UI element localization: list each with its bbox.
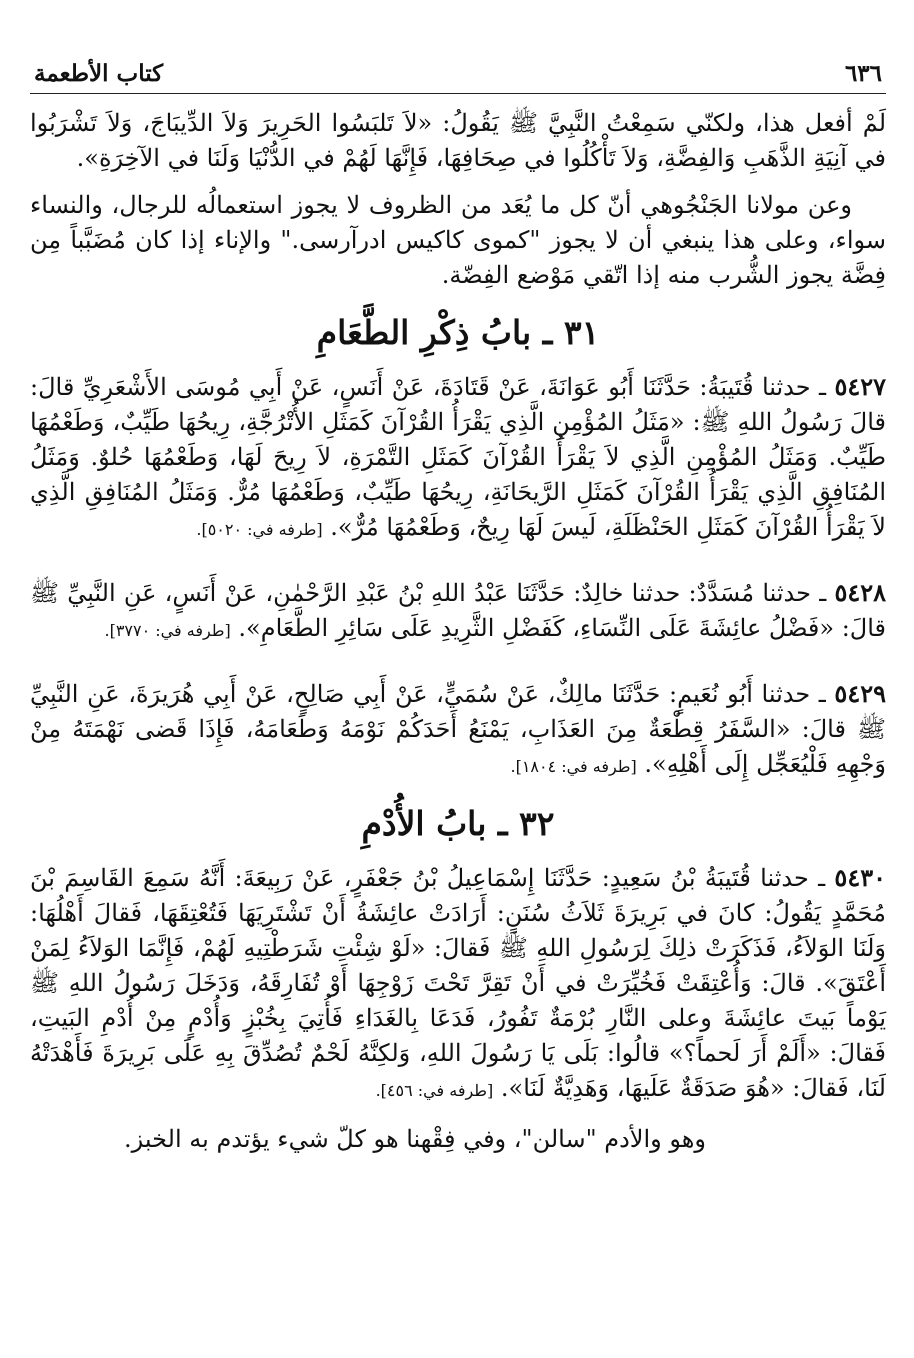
hadith-text: ـ حدثنا مُسَدَّدٌ: حدثنا خالِدٌ: حَدَّثَنَا عَبْدُ اللهِ بْنُ عَبْدِ الرَّحْمٰنِ، عَنْ أَنَسٍ، عَنِ النَّبِيِّ ﷺ قالَ: «فَضْلُ عائِشَةَ عَلَى النِّسَاءِ، كَفَضْلِ الثَّرِيدِ عَلَى سَائِرِ الطَّعَامِ».	[30, 579, 886, 642]
cross-reference: [طرفه في: ١٨٠٤].	[510, 757, 637, 776]
hadith-number: ٥٤٢٩	[834, 679, 886, 708]
hadith-text: ـ حدثنا أَبُو نُعَيمٍ: حَدَّثَنَا مالِكٌ، عَنْ سُمَيٍّ، عَنْ أَبِي صَالِحٍ، عَنْ أَبِي هُرَيرَةَ، عَنِ النَّبِيِّ ﷺ قالَ: «السَّفَرُ قِطْعَةٌ مِنَ العَذَابِ، يَمْنَعُ أَحَدَكُمْ نَوْمَهُ وَطَعَامَهُ، فَإِذَا قَضى نَهْمَتَهُ مِنْ وَجْهِهِ فَلْيُعَجِّل إِلَى أَهْلِهِ».	[30, 680, 886, 778]
running-header	[30, 60, 886, 94]
hadith-text: ـ حدثنا قُتَيبَةُ: حَدَّثَنَا أَبُو عَوَانَةَ، عَنْ قَتَادَةَ، عَنْ أَنَسٍ، عَنْ أَبِي مُوسَى الأَشْعَرِيِّ قالَ: قالَ رَسُولُ اللهِ ﷺ: «مَثَلُ المُؤْمِنِ الَّذِي يَقْرَأُ القُرْآنَ كَمَثَلِ الأُتْرُجَّةِ، رِيحُهَا طَيِّبٌ، وَطَعْمُهَا طَيِّبٌ. وَمَثَلُ المُؤْمِنِ الَّذِي لاَ يَقْرَأُ القُرْآنَ كَمَثَلِ التَّمْرَةِ، لاَ رِيحَ لَهَا، وَطَعْمُهَا حُلوٌ. وَمَثَلُ المُنَافِقِ الَّذِي يَقْرَأُ القُرْآنَ كَمَثَلِ الرَّيحَانَةِ، رِيحُهَا طَيِّبٌ، وَطَعْمُهَا مُرٌّ. وَمَثَلُ المُنَافِقِ الَّذِي لاَ يَقْرَأُ القُرْآنَ كَمَثَلِ الحَنْظَلَةِ، لَيسَ لَهَا رِيحٌ، وَطَعْمُهَا مُرٌّ».	[30, 373, 886, 541]
chapter-heading-31: ٣١ ـ بابُ ذِكْرِ الطَّعَامِ	[316, 313, 600, 352]
hadith-text: ـ حدثنا قُتَيبَةُ بْنُ سَعِيدٍ: حَدَّثَنَا إِسْمَاعِيلُ بْنُ جَعْفَرٍ، عَنْ رَبِيعَةَ: أَنَّهُ سَمِعَ القَاسِمَ بْنَ مُحَمَّدٍ يَقُولُ: كانَ في بَرِيرَةَ ثَلاَثُ سُنَنٍ: أَرَادَتْ عائِشَةُ أَنْ تَشْتَرِيَهَا فَتُعْتِقَهَا، فَقالَ أَهْلُهَا: وَلَنَا الوَلاَءُ، فَذَكَرَتْ ذلِكَ لِرَسُولِ اللهِ ﷺ فَقالَ: «لَوْ شِئْتِ شَرَطْتِيهِ لَهُمْ، فَإِنَّمَا الوَلاَءُ لِمَنْ أَعْتَقَ». قالَ: وَأُعْتِقَتْ فَخُيِّرَتْ في أَنْ تَقِرَّ تَحْتَ زَوْجِهَا أَوْ تُفَارِقَهُ، وَدَخَلَ رَسُولُ اللهِ ﷺ يَوْماً بَيتَ عائِشَةَ وعلى النَّارِ بُرْمَةٌ تَفُورُ، فَدَعَا بِالغَدَاءِ فَأُتِيَ بِخُبْزٍ وَأُدْمٍ مِنْ أُدْمِ البَيتِ، فَقالَ: «أَلَمْ أَرَ لَحماً؟» قالُوا: بَلَى يَا رَسُولَ اللهِ، وَلكِنَّهُ لَحْمٌ تُصُدِّقَ بِهِ عَلَى بَرِيرَةَ فَأَهْدَتْهُ لَنَا، فَقالَ: «هُوَ صَدَقَةٌ عَلَيهَا، وَهَدِيَّةٌ لَنَا».	[30, 864, 887, 1102]
hadith-number: ٥٤٣٠	[834, 863, 886, 892]
intro-paragraph: لَمْ أفعل هذا، ولكنّي سَمِعْتُ النَّبِيَّ ﷺ يَقُولُ: «لاَ تَلبَسُوا الحَرِيرَ وَلاَ الدِّيبَاجَ، وَلاَ تَشْرَبُوا في آنِيَةِ الذَّهَبِ وَالفِضَّةِ، وَلاَ تَأْكُلُوا في صِحَافِهَا، فَإِنَّهَا لَهُمْ في الدُّنْيَا وَلَنَا في الآخِرَةِ».	[30, 109, 886, 172]
book-title: كتاب الأطعمة	[34, 60, 164, 87]
hadith-number: ٥٤٢٧	[834, 372, 887, 401]
cross-reference: [طرفه في: ٥٠٢٠].	[196, 520, 323, 539]
cross-reference: [طرفه في: ٣٧٧٠].	[104, 621, 231, 640]
hadith-5430	[30, 860, 886, 1108]
hadith-number: ٥٤٢٨	[834, 578, 887, 607]
hadith-5427	[30, 369, 886, 547]
commentary-note: وعن مولانا الجَنْجُوهي أنّ كل ما يُعَد من الظروف لا يجوز استعمالُه للرجال، والنساء سواء، وعلى هذا ينبغي أن لا يجوز "كموى كاكيس ادرآرسى." والإناء إذا كان مُضَبَّباً مِن فِضَّة يجوز الشُّرب منه إذا اتّقي مَوْضع الفِضّة.	[30, 191, 886, 289]
page-number: ٦٣٦	[844, 60, 882, 87]
hadith-5428	[30, 561, 886, 648]
closing-note: وهو والأدم "سالن"، وفي فِقْهنا هو كلّ شيء يؤتدم به الخبز.	[124, 1125, 706, 1153]
hadith-5429	[30, 662, 886, 784]
chapter-heading-32: ٣٢ ـ بابُ الأُدْمِ	[361, 804, 555, 843]
cross-reference: [طرفه في: ٤٥٦].	[375, 1081, 494, 1100]
